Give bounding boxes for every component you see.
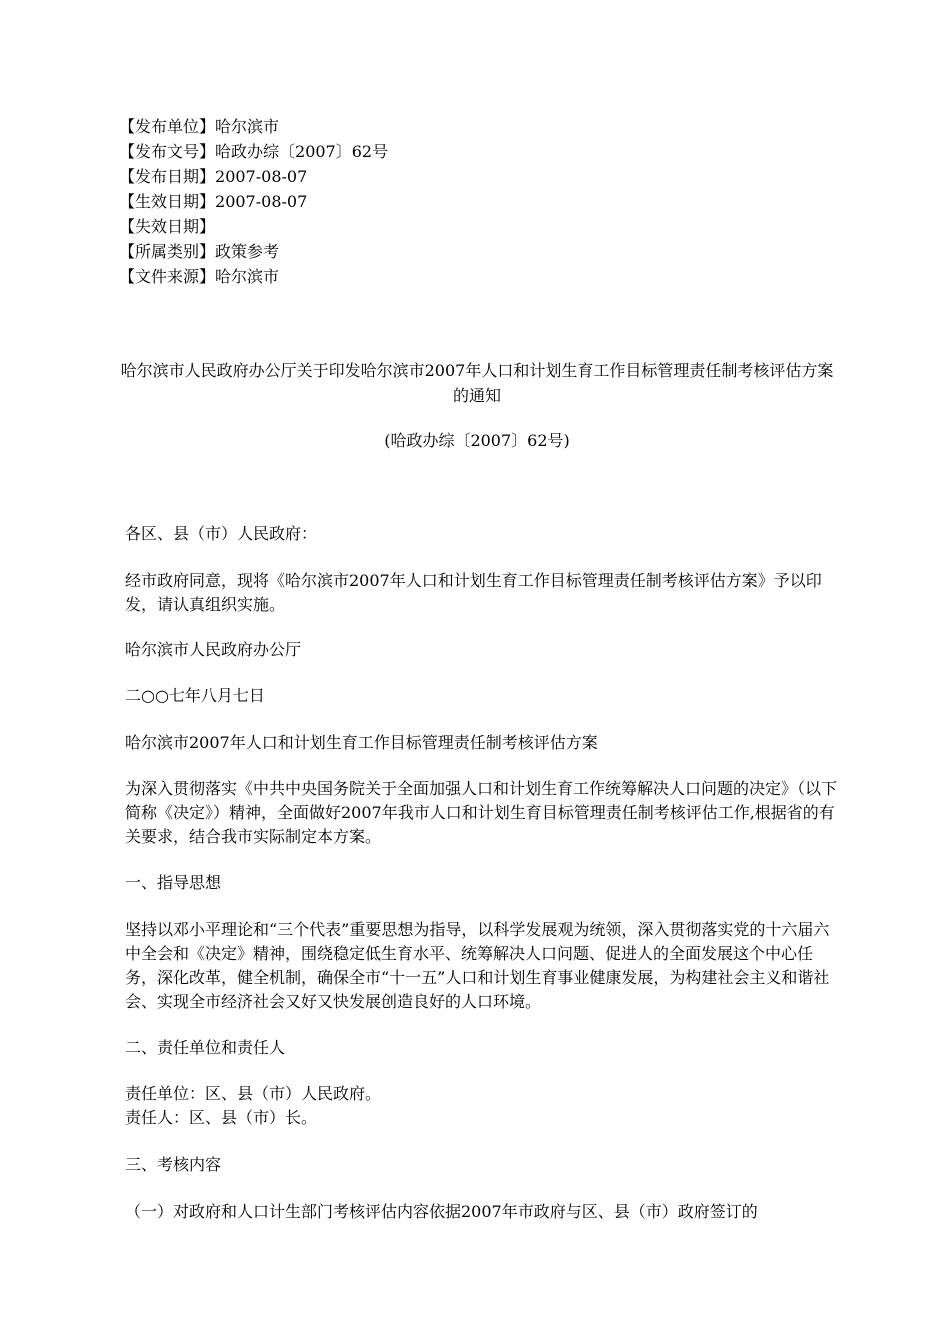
meta-doc-number — [119, 139, 719, 164]
section-2-unit: 责任单位：区、县（市）人民政府。 — [125, 1084, 382, 1103]
meta-label: 【发布单位】 — [119, 117, 216, 136]
meta-value: 哈尔滨市 — [215, 117, 280, 136]
section-heading-1: 一、指导思想 — [125, 873, 222, 892]
preface-paragraph: 为深入贯彻落实《中共中央国务院关于全面加强人口和计划生育工作统筹解决人口问题的决定》（以下简称《决定》）精神，全面做好2007年我市人口和计划生育目标管理责任制考核评估工作,根据省的有关要求，结合我市实际制定本方案。 — [125, 779, 838, 846]
meta-value: 2007-08-07 — [215, 167, 308, 186]
meta-label: 【发布日期】 — [119, 167, 216, 186]
intro-paragraph: 经市政府同意，现将《哈尔滨市2007年人口和计划生育工作目标管理责任制考核评估方案》予以印发，请认真组织实施。 — [125, 571, 822, 614]
meta-effective-date — [119, 189, 719, 214]
meta-value: 哈尔滨市 — [215, 267, 280, 286]
document-title: 哈尔滨市人民政府办公厅关于印发哈尔滨市2007年人口和计划生育工作目标管理责任制考核评估方案的通知 — [120, 361, 834, 405]
section-heading-2: 二、责任单位和责任人 — [125, 1038, 286, 1057]
section-body-1: 坚持以邓小平理论和“三个代表”重要思想为指导，以科学发展观为统领，深入贯彻落实党的十六届六中全会和《决定》精神，围绕稳定低生育水平、统筹解决人口问题、促进人的全面发展这个中心任务，深化改革，健全机制，确保全市“十一五”人口和计划生育事业健康发展，为构建社会主义和谐社会、实现全市经济社会又好又快发展创造良好的人口环境。 — [125, 920, 830, 1011]
meta-publish-date — [119, 164, 719, 189]
metadata-block — [119, 114, 719, 289]
plan-title: 哈尔滨市2007年人口和计划生育工作目标管理责任制考核评估方案 — [125, 733, 598, 752]
meta-label: 【发布文号】 — [119, 142, 216, 161]
section-heading-3: 三、考核内容 — [125, 1155, 222, 1174]
meta-value: 哈政办综〔2007〕62号 — [215, 142, 389, 161]
meta-label: 【生效日期】 — [119, 192, 216, 211]
meta-value: 2007-08-07 — [215, 192, 308, 211]
meta-expiry-date — [119, 214, 719, 239]
section-3-item-1: （一）对政府和人口计生部门考核评估内容依据2007年市政府与区、县（市）政府签订的 — [125, 1202, 758, 1221]
meta-category — [119, 239, 719, 264]
addressee: 各区、县（市）人民政府： — [125, 524, 318, 543]
meta-label: 【所属类别】 — [119, 242, 216, 261]
meta-value: 政策参考 — [215, 242, 280, 261]
meta-source — [119, 264, 719, 289]
issuer: 哈尔滨市人民政府办公厅 — [125, 640, 302, 659]
meta-label: 【文件来源】 — [119, 267, 216, 286]
section-2-person: 责任人：区、县（市）长。 — [125, 1108, 318, 1127]
meta-publisher — [119, 114, 719, 139]
document-number: (哈政办综〔2007〕62号) — [384, 431, 570, 450]
meta-label: 【失效日期】 — [119, 217, 216, 236]
issue-date: 二○○七年八月七日 — [125, 686, 265, 705]
